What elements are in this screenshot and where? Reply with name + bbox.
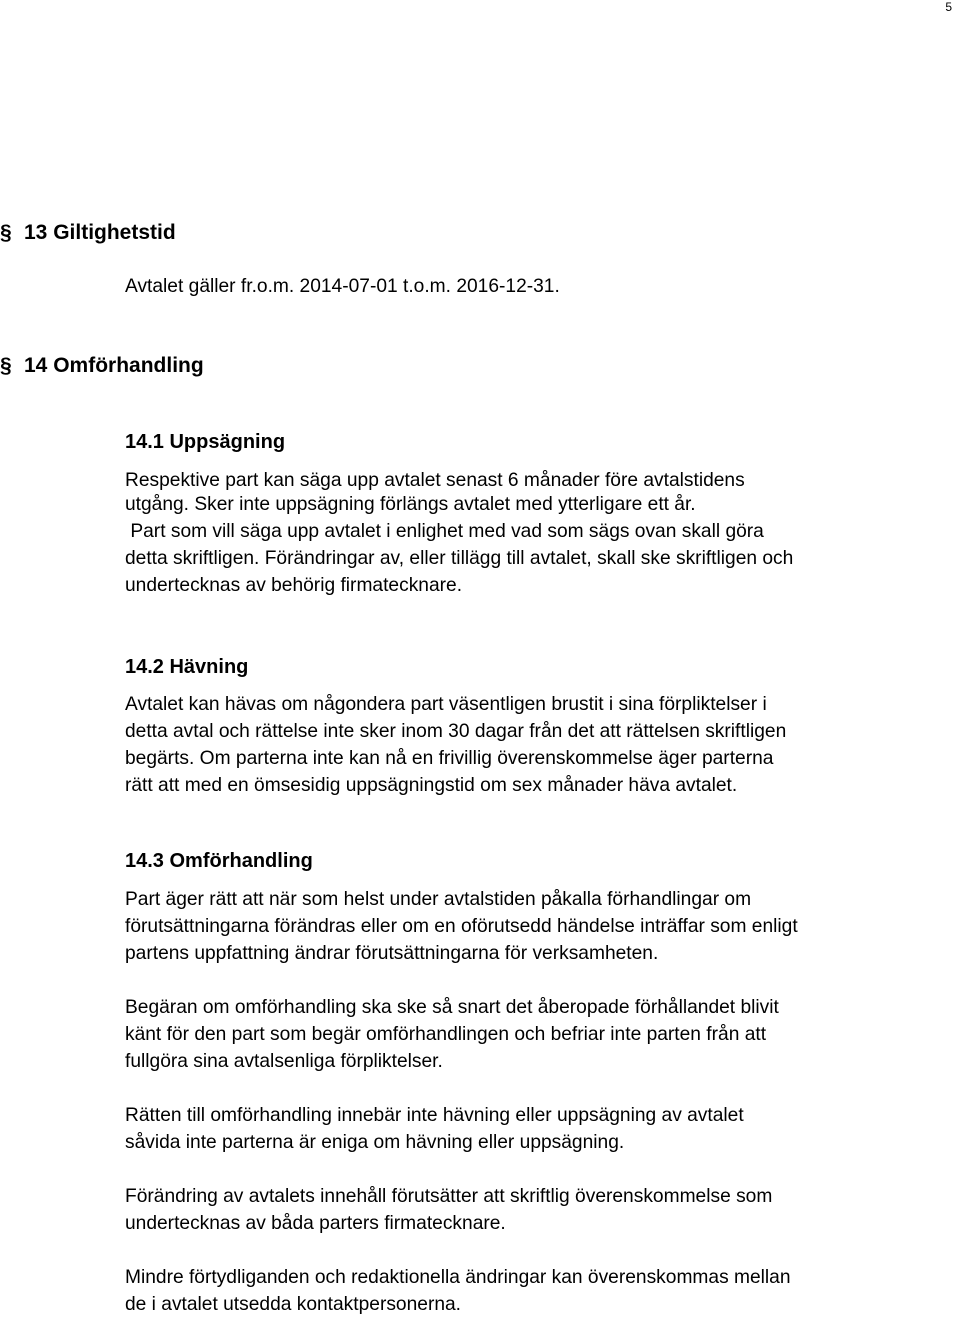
text-line: Respektive part kan säga upp avtalet senast 6 månader före avtalstidens [125,470,745,491]
text-line: detta skriftligen. Förändringar av, eller tillägg till avtalet, skall ske skriftligen och [125,548,794,569]
text-line: rätt att med en ömsesidig uppsägningstid om sex månader häva avtalet. [125,775,738,796]
text-line: utgång. Sker inte uppsägning förlängs avtalet med ytterligare ett år. [125,494,696,515]
paragraph [125,1183,960,1237]
subsection-heading-14-3: 14.3 Omförhandling [125,850,313,872]
text-line: såvida inte parterna är eniga om hävning eller uppsägning. [125,1132,625,1153]
paragraph [125,1264,960,1318]
text-line: undertecknas av båda parters firmatecknare. [125,1213,506,1234]
subsection-heading-14-1: 14.1 Uppsägning [125,431,286,453]
section-symbol: § [0,221,12,244]
text-line: begärts. Om parterna inte kan nå en frivillig överenskommelse äger parterna [125,748,774,769]
paragraph [125,1102,960,1156]
section-symbol: § [0,354,12,377]
page-number: 5 [945,0,952,14]
text-line: Part som vill säga upp avtalet i enlighet med vad som sägs ovan skall göra [125,521,764,542]
section-heading-13 [0,220,176,246]
text-line: undertecknas av behörig firmatecknare. [125,575,463,596]
section-title: 14 Omförhandling [24,354,204,377]
text-line: de i avtalet utsedda kontaktpersonerna. [125,1294,462,1315]
section-title: 13 Giltighetstid [24,221,176,244]
text-line: Avtalet gäller fr.o.m. 2014-07-01 t.o.m. 2016-12-31. [125,276,560,297]
text-line: partens uppfattning ändrar förutsättningarna för verksamheten. [125,943,659,964]
paragraph [125,467,960,599]
section-13-body [125,273,960,300]
text-line: fullgöra sina avtalsenliga förpliktelser. [125,1051,443,1072]
text-line: Begäran om omförhandling ska ske så snart det åberopade förhållandet blivit [125,997,779,1018]
section-heading-14 [0,353,204,379]
text-line: Part äger rätt att när som helst under avtalstiden påkalla förhandlingar om [125,889,752,910]
text-line: detta avtal och rättelse inte sker inom 30 dagar från det att rättelsen skriftligen [125,721,787,742]
paragraph [125,994,960,1075]
text-line: känt för den part som begär omförhandlingen och befriar inte parten från att [125,1024,767,1045]
text-line: förutsättningarna förändras eller om en oförutsedd händelse inträffar som enligt [125,916,798,937]
paragraph [125,886,960,967]
text-line: Avtalet kan hävas om någondera part väsentligen brustit i sina förpliktelser i [125,694,767,715]
text-line: Mindre förtydliganden och redaktionella ändringar kan överenskommas mellan [125,1267,791,1288]
subsection-heading-14-2: 14.2 Hävning [125,656,249,678]
text-line: Rätten till omförhandling innebär inte hävning eller uppsägning av avtalet [125,1105,744,1126]
text-line: Förändring av avtalets innehåll förutsätter att skriftlig överenskommelse som [125,1186,773,1207]
paragraph [125,691,960,799]
